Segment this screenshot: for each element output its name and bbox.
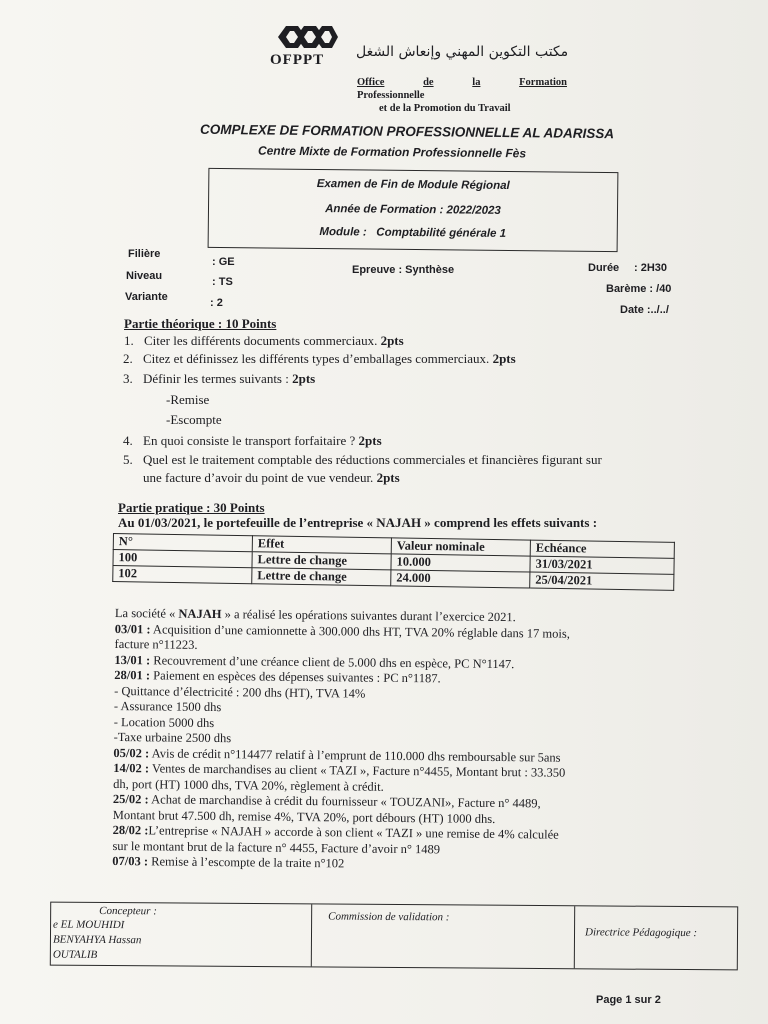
question-text: Définir les termes suivants : [143,371,289,386]
operation-date: 25/02 : [112,791,149,807]
office-word: Office [357,77,385,88]
table-cell: 25/04/2021 [530,572,674,590]
intro-part: » a réalisé les opérations suivantes durant l’exercice 2021. [221,607,516,625]
signature-table [50,902,738,971]
exam-header-box [208,168,619,252]
directrice-cell [575,906,737,969]
term-escompte: -Escompte [166,412,222,427]
office-word: la [472,77,481,88]
col-header: Echéance [530,540,674,558]
designer-name: OUTALIB [52,948,98,961]
question-points: 2pts [492,351,516,366]
portfolio-intro: Au 01/03/2021, le portefeuille de l’entreprise « NAJAH » comprend les effets suivants : [118,515,598,530]
expense-item: - Quittance d’électricité : 200 dhs (HT), TVA 14% [114,683,366,701]
question-text: Quel est le traitement comptable des réductions commerciales et financières figurant sur [143,452,602,467]
office-line2: Professionnelle [357,90,425,101]
operation-item-cont: sur le montant brut de la facture n° 4455, Facture d’avoir n° 1489 [112,838,441,856]
filiere-label: Filière [128,248,161,260]
directrice-label: Directrice Pédagogique : [584,926,698,940]
operation-text: Acquisition d’une camionnette à 300.000 dhs HT, TVA 20% réglable dans 17 mois, [150,621,570,641]
question-text: En quoi consiste le transport forfaitaire ? [143,433,356,448]
operation-text: Paiement en espèces des dépenses suivantes : PC n°1187. [149,668,441,686]
arabic-institution-name: مكتب التكوين المهني وإنعاش الشغل [356,44,569,60]
logo-text: OFPPT [270,52,325,68]
office-line3: et de la Promotion du Travail [379,103,511,114]
question-points: 2pts [292,371,316,386]
expense-item: -Taxe urbaine 2500 dhs [113,729,232,746]
question-5-cont [143,470,400,486]
exam-title: Examen de Fin de Module Régional [316,177,510,193]
operation-item-cont: facture n°11223. [114,636,198,652]
practice-title: Partie pratique : 30 Points [118,500,265,515]
operation-text: L’entreprise « NAJAH » accorde à son client « TAZI » une remise de 4% calculée [148,823,559,842]
concepteur-cell [51,903,312,967]
table-cell: 31/03/2021 [530,556,674,574]
table-cell: 102 [113,566,252,584]
table-cell: 100 [113,550,252,568]
question-5 [123,452,602,468]
concepteur-label: Concepteur : [99,904,157,918]
table-cell: 24.000 [391,570,530,588]
col-header: N° [113,534,252,552]
operation-date: 03/01 : [114,621,151,636]
question-points: 2pts [380,333,404,348]
commission-label: Commission de validation : [328,910,450,924]
question-points: 2pts [358,433,382,448]
office-name [357,76,567,115]
variante-value: : 2 [210,297,223,309]
col-header: Effet [252,536,391,554]
operation-item-cont: Montant brut 47.500 dh, remise 4%, TVA 20%, port débours (HT) 1000 dhs. [112,807,496,826]
expense-item: - Location 5000 dhs [113,714,215,730]
designer-name: BENYAHYA Hassan [52,933,142,947]
ofppt-logo-icon [276,22,340,52]
question-4 [123,433,382,449]
question-number: 3. [123,371,133,386]
question-text: Citer les différents documents commerciaux. [144,333,378,348]
operation-text: Remise à l’escompte de la traite n°102 [148,854,345,871]
operation-date: 05/02 : [113,745,150,760]
complex-subtitle: Centre Mixte de Formation Professionnelle Fès [257,143,527,161]
question-2 [123,351,516,367]
office-word: Formation [519,77,567,88]
company-name: NAJAH [178,606,222,622]
operation-date: 07/03 : [112,853,149,869]
question-number: 5. [123,452,133,467]
exam-date: Date :../../ [620,304,669,316]
epreuve: Epreuve : Synthèse [352,264,455,276]
question-3 [123,371,315,387]
term-remise: -Remise [166,392,210,407]
col-header: Valeur nominale [391,538,530,556]
commission-cell [312,904,575,968]
operation-item-cont: dh, port (HT) 1000 dhs, TVA 20%, règlement à crédit. [113,776,384,794]
question-points: 2pts [376,470,400,485]
operation-text: Achat de marchandise à crédit du fournisseur « TOUZANI», Facture n° 4489, [148,792,541,811]
table-cell: Lettre de change [252,552,391,570]
office-word: de [423,77,434,88]
operations-list [112,606,705,876]
page-number: Page 1 sur 2 [596,994,661,1006]
table-cell: Lettre de change [252,568,391,586]
question-number: 2. [123,351,133,366]
designer-name: e EL MOUHIDI [53,918,125,932]
operation-text: Avis de crédit n°114477 relatif à l’emprunt de 110.000 dhs remboursable sur 5ans [149,745,561,765]
duree-label: Durée [588,262,620,274]
question-text: Citez et définissez les différents types d’emballages commerciaux. [143,351,490,366]
operation-text: Ventes de marchandises au client « TAZI », Facture n°4455, Montant brut : 33.350 [148,761,566,780]
question-number: 1. [124,333,134,348]
exam-year: Année de Formation : 2022/2023 [325,203,501,217]
complex-title: COMPLEXE DE FORMATION PROFESSIONNELLE AL ADARISSA [199,121,615,142]
niveau-label: Niveau [126,270,163,282]
filiere-value: : GE [212,256,235,268]
question-1 [124,333,404,349]
variante-label: Variante [125,291,168,303]
expense-item: - Assurance 1500 dhs [113,698,222,715]
niveau-value: : TS [212,276,233,288]
operation-date: 28/02 : [112,822,149,838]
operation-text: Recouvrement d’une créance client de 5.000 dhs en espèce, PC N°1147. [150,652,515,671]
effects-table [112,533,675,591]
theory-title: Partie théorique : 10 Points [124,316,277,331]
module-label: Module : [319,226,367,239]
module-value: Comptabilité générale 1 [376,226,507,240]
question-number: 4. [123,433,133,448]
bareme: Barème : /40 [606,283,672,295]
question-text: une facture d’avoir du point de vue vendeur. [143,470,374,485]
operation-date: 14/02 : [113,760,150,776]
operation-date: 13/01 : [114,652,151,667]
table-cell: 10.000 [391,554,530,572]
duree-value: : 2H30 [634,262,668,274]
exam-module [209,225,617,241]
operation-date: 28/01 : [114,667,151,683]
intro-part: La société « [114,606,179,621]
